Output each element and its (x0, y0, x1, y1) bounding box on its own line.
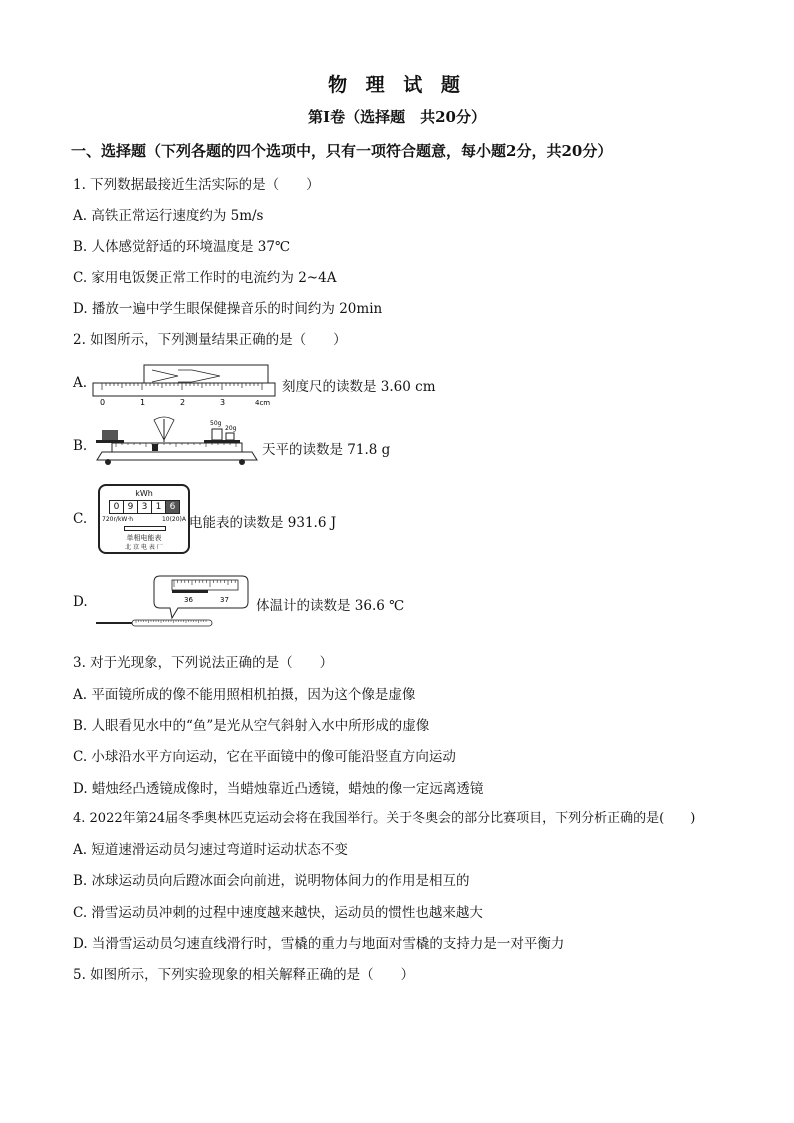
page-title: 物 理 试 题 (328, 74, 466, 96)
weight-20g-label: 20g (225, 425, 237, 432)
question-1-option-d: D. 播放一遍中学生眼保健操音乐的时间约为 20min (73, 301, 383, 317)
question-1-option-b: B. 人体感觉舒适的环境温度是 37℃ (73, 239, 291, 255)
ruler-tick-3: 3 (220, 398, 226, 407)
balance-figure (92, 416, 262, 466)
question-2-option-c-text: 电能表的读数是 931.6 J (189, 515, 337, 531)
question-2-option-d-text: 体温计的读数是 36.6 ℃ (256, 598, 405, 614)
question-4-option-d: D. 当滑雪运动员匀速直线滑行时，雪橇的重力与地面对雪橇的支持力是一对平衡力 (73, 936, 565, 952)
meter-digit-row (109, 500, 180, 514)
question-3-stem: 3. 对于光现象，下列说法正确的是（ ） (73, 655, 334, 671)
ruler-tick-4: 4cm (255, 399, 271, 407)
ruler-figure (92, 364, 278, 408)
thermometer-tick-36: 36 (184, 596, 193, 604)
question-2-option-c-letter: C. (73, 511, 88, 527)
question-4-option-c: C. 滑雪运动员冲刺的过程中速度越来越快，运动员的惯性也越来越大 (73, 905, 483, 921)
meter-disk-window (124, 526, 166, 531)
question-3-option-c: C. 小球沿水平方向运动，它在平面镜中的像可能沿竖直方向运动 (73, 749, 456, 765)
question-1-stem: 1. 下列数据最接近生活实际的是（ ） (73, 177, 320, 193)
question-2-option-b-letter: B. (73, 438, 88, 454)
thermometer-tick-37: 37 (220, 596, 229, 604)
meter-spec-left: 720r/kW·h (102, 516, 134, 523)
question-2-option-a-text: 刻度尺的读数是 3.60 cm (282, 379, 436, 395)
meter-spec-right: 10(20)A (161, 516, 186, 523)
thermometer-figure (92, 572, 254, 630)
section-subtitle: 第Ⅰ卷（选择题 共20分） (308, 108, 486, 126)
question-1-option-c: C. 家用电饭煲正常工作时的电流约为 2~4A (73, 270, 337, 286)
ruler-tick-1: 1 (140, 398, 146, 407)
question-2-stem: 2. 如图所示，下列测量结果正确的是（ ） (73, 332, 347, 348)
question-4-option-b: B. 冰球运动员向后蹬冰面会向前进，说明物体间力的作用是相互的 (73, 873, 470, 889)
section-heading: 一、选择题（下列各题的四个选项中，只有一项符合题意，每小题2分，共20分） (71, 142, 613, 160)
ruler-tick-2: 2 (180, 398, 186, 407)
electric-meter-figure (98, 484, 190, 554)
question-2-option-b-text: 天平的读数是 71.8 g (262, 442, 391, 458)
meter-digit: 0 (110, 501, 124, 513)
question-1-option-a: A. 高铁正常运行速度约为 5m/s (73, 208, 264, 224)
question-4-option-a: A. 短道速滑运动员匀速过弯道时运动状态不变 (73, 842, 348, 858)
meter-digit: 3 (138, 501, 152, 513)
meter-digit: 9 (124, 501, 138, 513)
meter-maker: 北 京 电 表 厂 (125, 544, 163, 551)
meter-name: 单相电能表 (126, 534, 162, 542)
question-3-option-d: D. 蜡烛经凸透镜成像时，当蜡烛靠近凸透镜，蜡烛的像一定远离透镜 (73, 781, 484, 797)
meter-unit: kWh (135, 489, 153, 498)
question-3-option-a: A. 平面镜所成的像不能用照相机拍摄，因为这个像是虚像 (73, 687, 416, 703)
question-5-stem: 5. 如图所示，下列实验现象的相关解释正确的是（ ） (73, 967, 415, 983)
meter-digit: 1 (152, 501, 166, 513)
question-3-option-b: B. 人眼看见水中的“鱼”是光从空气斜射入水中所形成的虚像 (73, 718, 430, 734)
ruler-tick-0: 0 (100, 398, 106, 407)
question-2-option-d-letter: D. (73, 594, 88, 610)
weight-50g-label: 50g (210, 420, 222, 427)
meter-digit-decimal: 6 (166, 501, 179, 513)
question-4-stem: 4. 2022年第24届冬季奥林匹克运动会将在我国举行。关于冬奥会的部分比赛项目，下列分析正确的是( ) (73, 811, 696, 826)
question-2-option-a-letter: A. (73, 375, 88, 391)
